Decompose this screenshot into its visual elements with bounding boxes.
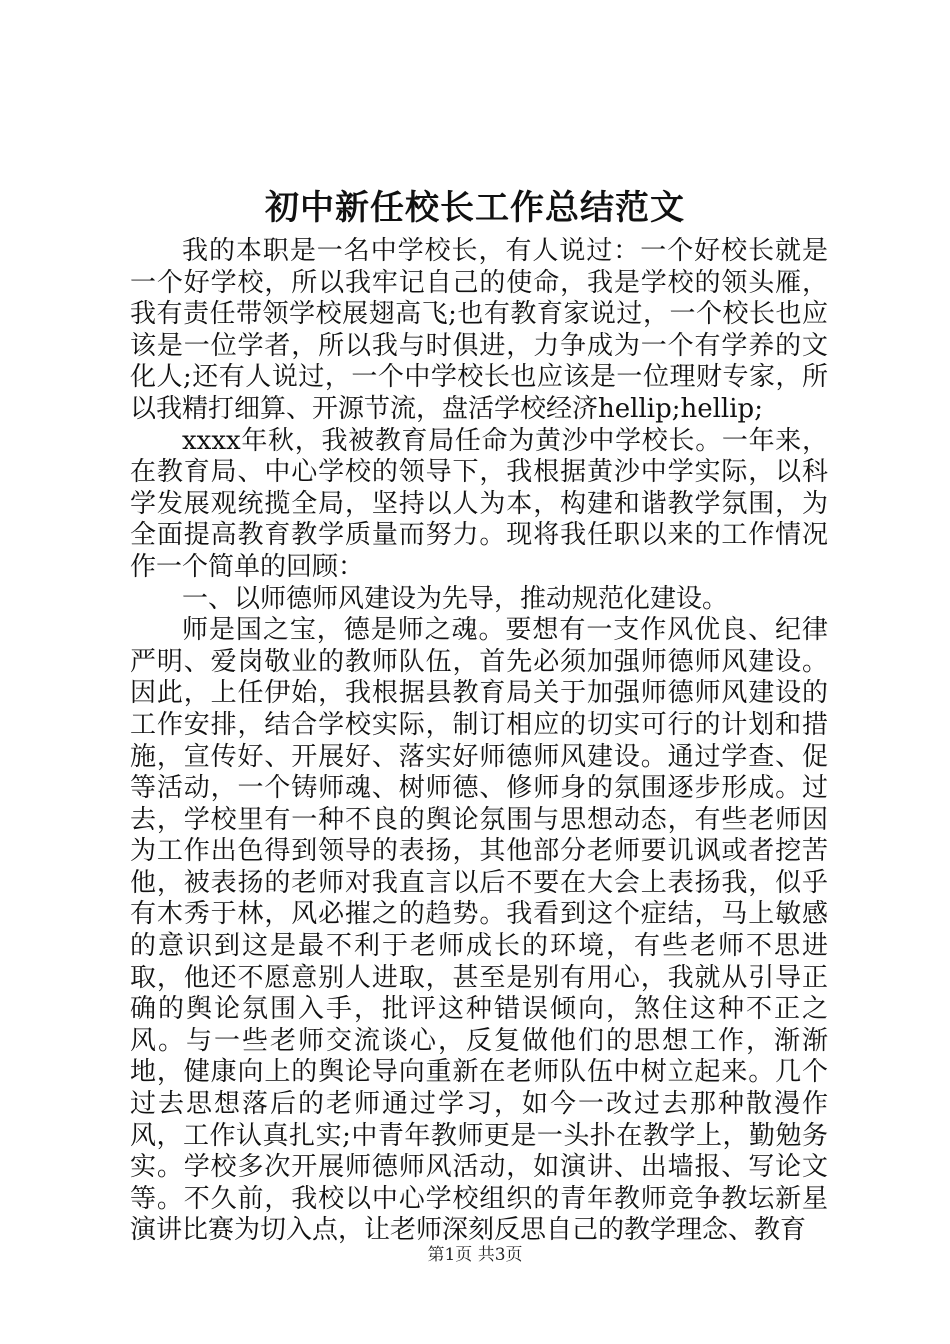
page-number-footer: 第1页 共3页	[427, 1245, 523, 1265]
document-title: 初中新任校长工作总结范文	[265, 188, 685, 228]
paragraph: 我的本职是一名中学校长，有人说过：一个好校长就是一个好学校，所以我牢记自己的使命，我是学校的领头雁，我有责任带领学校展翅高飞;也有教育家说过，一个校长也应该是一位学者，所以我与时俱进，力争成为一个有学养的文化人;还有人说过，一个中学校长也应该是一位理财专家，所以我精打细算、开源节流，盘活学校经济hellip;hellip;	[130, 236, 828, 424]
document-body	[130, 236, 828, 1247]
paragraph: 师是国之宝，德是师之魂。要想有一支作风优良、纪律严明、爱岗敬业的教师队伍，首先必须加强师德师风建设。因此，上任伊始，我根据县教育局关于加强师德师风建设的工作安排，结合学校实际，制订相应的切实可行的计划和措施，宣传好、开展好、落实好师德师风建设。通过学查、促等活动，一个铸师魂、树师德、修师身的氛围逐步形成。过去，学校里有一种不良的舆论氛围与思想动态，有些老师因为工作出色得到领导的表扬，其他部分老师要讥讽或者挖苦他，被表扬的老师对我直言以后不要在大会上表扬我，似乎有木秀于林，风必摧之的趋势。我看到这个症结，马上敏感的意识到这是最不利于老师成长的环境，有些老师不思进取，他还不愿意别人进取，甚至是别有用心，我就从引导正确的舆论氛围入手，批评这种错误倾向，煞住这种不正之风。与一些老师交流谈心，反复做他们的思想工作，渐渐地，健康向上的舆论导向重新在老师队伍中树立起来。几个过去思想落后的老师通过学习，如今一改过去那种散漫作风，工作认真扎实;中青年教师更是一头扑在教学上，勤勉务实。学校多次开展师德师风活动，如演讲、出墙报、写论文等。不久前，我校以中心学校组织的青年教师竞争教坛新星演讲比赛为切入点，让老师深刻反思自己的教学理念、教育	[130, 615, 828, 1246]
section-heading: 一、以师德师风建设为先导，推动规范化建设。	[182, 583, 729, 614]
paragraph: xxxx年秋，我被教育局任命为黄沙中学校长。一年来，在教育局、中心学校的领导下，我根据黄沙中学实际，以科学发展观统揽全局，坚持以人为本，构建和谐教学氛围，为全面提高教育教学质量而努力。现将我任职以来的工作情况作一个简单的回顾：	[130, 425, 828, 582]
